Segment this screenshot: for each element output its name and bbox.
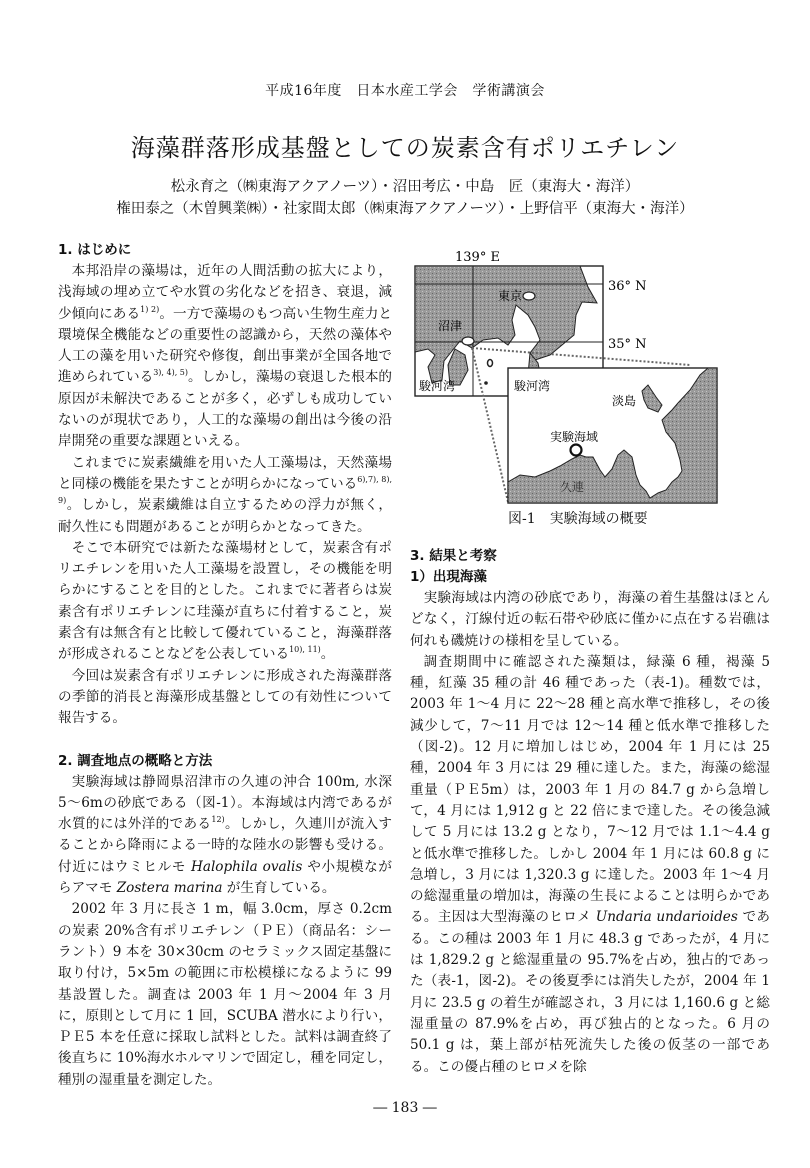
results-paragraph-2: 調査期間中に確認された藻類は，緑藻 6 種，褐藻 5 種，紅藻 35 種の計 46 種であった（表-1)。種数では，2003 年 1～4 月に 22～28 種と高水準で推移し，その後減少して，7～11 月では 12～14 種と低水準で推移した（図-2)。12 月に増加しはじめ，2004 年 1 月には 25 種，2004 年 3 月には 29 種に達した。また，海藻の総湿重量（ＰＥ5m）は，2003 年 1 月の 84.7 g から急増して，4 月には 1,912 g と 22 倍にまで達した。その後急減して 5 月には 13.2 g となり，7～12 月では 1.1～4.4 g と低水準で推移した。しかし 2004 年 1 月には 60.8 g に急増し，3 月には 1,320.3 g に達した。2003 年 1～4 月の総湿重量の増加は，海藻の生長によることは明らかである。主因は大型海藻のヒロメ Undaria undarioides である。この種は 2003 年 1 月に 48.3 g であったが，4 月には 1,829.2 g と総湿重量の 95.7%を占め，独占的であった（表-1，図-2)。その後夏季には消失したが，2004 年 1 月に 23.5 g の着生が確認され，3 月には 1,160.6 g と総湿重量の 87.9%を占め，再び独占的となった。6 月の 50.1 g は，葉上部が枯死流失した後の仮茎の一部である。この優占種のヒロメを除 — [410, 653, 770, 1075]
page-number: ― 183 ― — [373, 1100, 437, 1116]
authors-line-2: 権田泰之（木曽興業㈱）・社家間太郎（㈱東海アクアノーツ）・上野信平（東海大・海洋） — [116, 201, 694, 217]
figure-1-map — [400, 245, 760, 535]
section-1-heading: 1. はじめに — [58, 242, 132, 258]
paper-title: 海藻群落形成基盤としての炭素含有ポリエチレン — [130, 134, 680, 162]
latitude-36-label: 36° N — [608, 279, 647, 294]
intro-paragraph-2: これまでに炭素繊維を用いた人工藻場は，天然藻場と同様の機能を果たすことが明らかになっている$^{6),7), 8), 9)}$。しかし，炭素繊維は自立するための浮力が無く，耐久性にも問題があることが明らかとなってきた。 — [58, 454, 392, 535]
section-3-heading: 3. 結果と考察 — [410, 548, 497, 564]
intro-paragraph-1: 本邦沿岸の藻場は，近年の人間活動の拡大により，浅海域の埋め立てや水質の劣化などを招き、衰退，減少傾向にある$^{1) 2)}$。一方で藻場のもつ高い生物生産力と環境保全機能などの重要性の認識から，天然の藻体や人工の藻を用いた研究や修復，創出事業が全国各地で進められている$^{3), 4), 5)}$。しかし，藻場の衰退した根本的原因が未解決であることが多く，必ずしも成功していないのが現状であり，人工的な藻場の創出は今後の沿岸開発の重要な課題といえる。 — [58, 263, 393, 450]
citation: 3), 4), 5) — [153, 368, 189, 378]
experiment-site-marker — [571, 445, 582, 456]
tokyo-label: 東京 — [498, 289, 523, 303]
authors-line-1: 松永育之（㈱東海アクアノーツ）・沼田考広・中島 匠（東海大・海洋） — [170, 179, 640, 195]
citation: 12) — [211, 815, 225, 825]
suruga-bay-label-inset: 駿河湾 — [514, 379, 551, 393]
species-name: Undaria undarioides — [595, 909, 738, 926]
species-name: Halophila ovalis — [190, 858, 303, 875]
citation: 6),7), 8), 9) — [58, 474, 392, 506]
latitude-35-label: 35° N — [608, 337, 647, 352]
conference-name: 平成16年度 日本水産工学会 学術講演会 — [265, 83, 545, 99]
intro-paragraph-4: 今回は炭素含有ポリエチレンに形成された海藻群落の季節的消長と海藻形成基盤としての有効性について報告する。 — [58, 667, 392, 727]
longitude-label: 139° E — [455, 250, 500, 265]
section-2-heading: 2. 調査地点の概略と方法 — [58, 752, 213, 769]
right-column — [410, 546, 770, 1078]
author-list — [0, 176, 810, 220]
awashima-label: 淡島 — [612, 394, 637, 408]
citation: 10), 11) — [289, 645, 321, 655]
map-svg — [400, 245, 760, 535]
left-column — [58, 240, 392, 1091]
kuzura-label: 久連 — [560, 480, 585, 494]
numazu-label: 沼津 — [438, 319, 463, 333]
figure-1-caption: 図-1 実験海域の概要 — [508, 511, 648, 527]
subsection-1-heading: 1）出現海藻 — [410, 569, 487, 585]
species-name: Zostera marina — [116, 880, 223, 897]
experiment-site-label: 実験海域 — [550, 430, 599, 444]
citation: 1) 2) — [140, 304, 160, 314]
suruga-bay-label-small: 駿河湾 — [419, 379, 456, 393]
methods-paragraph-1: 実験海域は静岡県沼津市の久連の沖合 100m, 水深 5～6mの砂底である（図-1）。本海域は内湾であるが水質的には外洋的である$^{12)}$。しかし，久連川が流入することから降雨による一時的な陸水の影響も受ける。付近にはウミヒルモ Halophila ovalis や小規模ながらアマモ Zostera marina が生育している。 — [58, 773, 393, 897]
results-paragraph-1: 実験海域は内湾の砂底であり，海藻の着生基盤はほとんどなく，汀線付近の転石帯や砂底に僅かに点在する岩礁は何れも磯焼けの様相を呈している。 — [410, 590, 770, 649]
methods-paragraph-2: 2002 年 3 月に長さ 1 m，幅 3.0cm，厚さ 0.2cm の炭素 20%含有ポリエチレン（ＰＥ）（商品名：シーラント）9 本を 30×30cm のセラミックス固定基盤に取り付け，5×5m の範囲に市松模様になるように 99 基設置した。調査は 2003 年 1 月～2004 年 3 月に，原則として月に 1 回，SCUBA 潜水により行い，ＰＥ5 本を任意に採取し試料とした。試料は調査終了後直ちに 10%海水ホルマリンで固定し，種を同定し，種別の湿重量を測定した。 — [58, 901, 392, 1088]
intro-paragraph-3: そこで本研究では新たな藻場材として，炭素含有ポリエチレンを用いた人工藻場を設置し，その機能を明らかにすることを目的とした。これまでに著者らは炭素含有ポリエチレンに珪藻が直ちに付着すること，炭素含有は無含有と比較して優れていること，海藻群落が形成されることなどを公表している$^{10), 11)}$。 — [58, 539, 392, 663]
